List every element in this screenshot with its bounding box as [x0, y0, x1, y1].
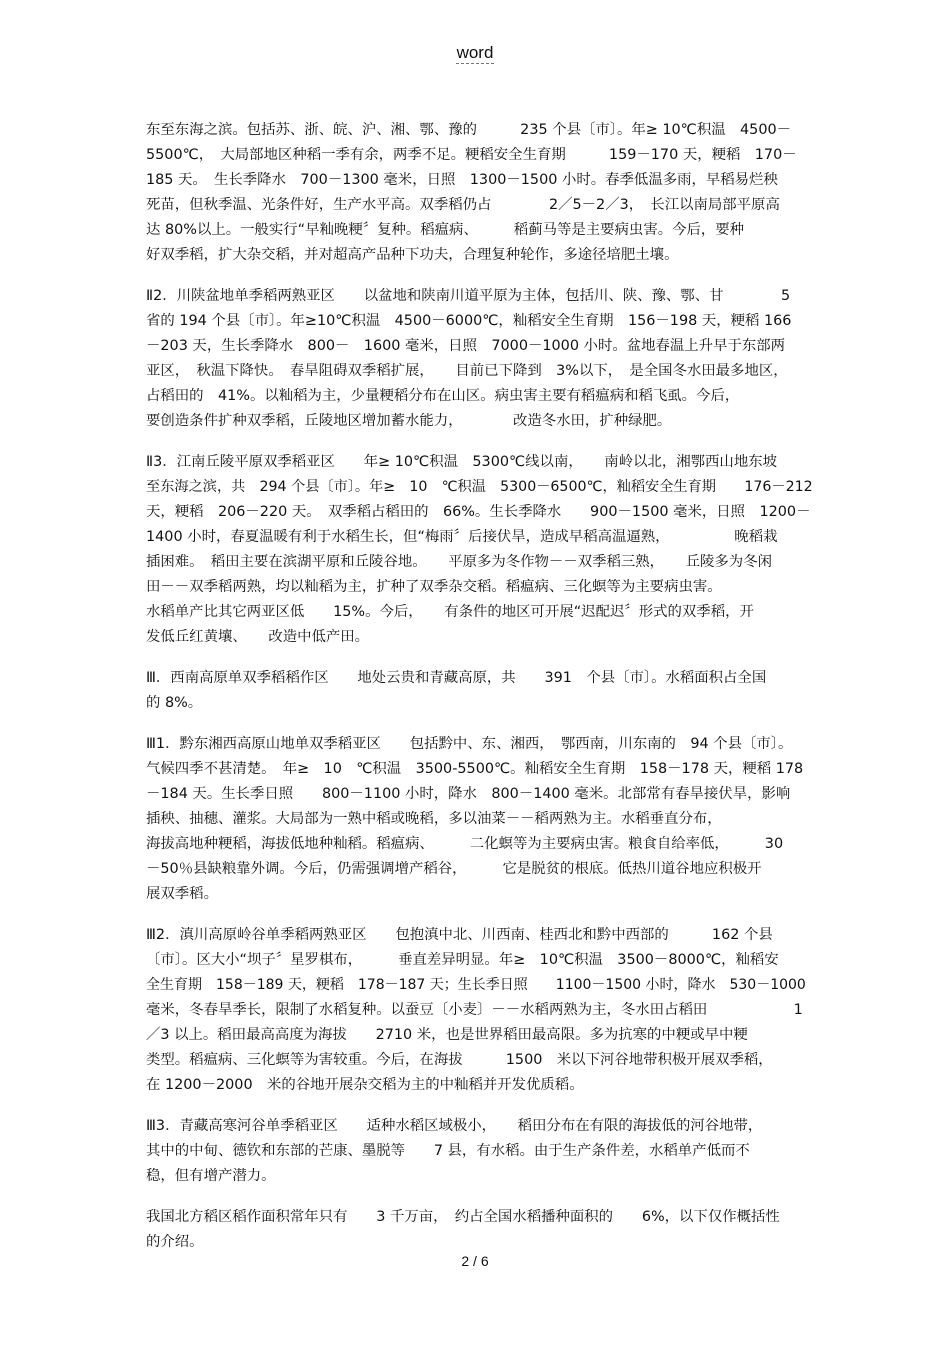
- paragraph: [146, 1205, 814, 1255]
- page-header: [0, 42, 950, 64]
- paragraph: [146, 1114, 814, 1189]
- text-line: 稳，但有增产潜力。: [146, 1168, 276, 1184]
- text-line: 类型。稻瘟病、三化螟等为害较重。今后，在海拔 1500 米以下河谷地带积极开展双季稻，: [146, 1052, 773, 1068]
- text-line: 全生育期 158－189 天，粳稻 178－187 天；生长季日照 1100－1500 小时，降水 530－1000: [146, 977, 806, 993]
- text-line: 的介绍。: [146, 1234, 204, 1250]
- text-line: Ⅲ2．滇川高原岭谷单季稻两熟亚区 包抱滇中北、川西南、桂西北和黔中西部的 162 个县: [146, 927, 773, 943]
- text-line: 死苗，但秋季温、光条件好，生产水平高。双季稻仍占 2／5－2／3， 长江以南局部平原高: [146, 197, 780, 213]
- text-line: 1400 小时，春夏温暖有利于水稻生长，但“梅雨〞后接伏旱，造成早稻高温逼熟， 晚稻栽: [146, 529, 778, 545]
- text-line: 天，粳稻 206－220 天。 双季稻占稻田的 66%。生长季降水 900－1500 毫米，日照 1200－: [146, 504, 811, 520]
- text-line: 水稻单产比其它两亚区低 15%。今后， 有条件的地区可开展“迟配迟〞形式的双季稻，开: [146, 604, 754, 620]
- paragraph: [146, 450, 814, 650]
- text-line: －50％县缺粮靠外调。今后，仍需强调增产稻谷， 它是脱贫的根底。低热川道谷地应积极开: [146, 861, 762, 877]
- document-body: [146, 118, 814, 1271]
- paragraph: [146, 732, 814, 907]
- paragraph: [146, 284, 814, 434]
- text-line: 亚区， 秋温下降快。 春旱阻碍双季稻扩展， 目前已下降到 3%以下， 是全国冬水田最多地区，: [146, 363, 788, 379]
- text-line: 毫米，冬春旱季长，限制了水稻复种。以蚕豆〔小麦〕－－水稻两熟为主，冬水田占稻田 1: [146, 1002, 803, 1018]
- text-line: 达 80%以上。一般实行“早籼晚粳〞复种。稻瘟病、 稻蓟马等是主要病虫害。今后，要种: [146, 222, 745, 238]
- text-line: 好双季稻，扩大杂交稻，并对超高产品种下功夫，合理复种轮作，多途径培肥土壤。: [146, 247, 679, 263]
- text-line: Ⅲ3．青藏高寒河谷单季稻亚区 适种水稻区域极小， 稻田分布在有限的海拔低的河谷地带，: [146, 1118, 763, 1134]
- text-line: 5500℃， 大局部地区种稻一季有余，两季不足。粳稻安全生育期 159－170 天，粳稻 170－: [146, 147, 797, 163]
- header-title: word: [456, 43, 494, 62]
- text-line: －203 天，生长季降水 800－ 1600 毫米，日照 7000－1000 小时。盆地春温上升早于东部两: [146, 338, 786, 354]
- text-line: 东至东海之滨。包括苏、浙、皖、沪、湘、鄂、豫的 235 个县〔市〕。年≥ 10℃积温 4500－: [146, 122, 792, 138]
- text-line: ／3 以上。稻田最高高度为海拔 2710 米，也是世界稻田最高限。多为抗寒的中粳或早中粳: [146, 1027, 748, 1043]
- text-line: 其中的中甸、德钦和东部的芒康、墨脱等 7 县，有水稻。由于生产条件差，水稻单产低而不: [146, 1143, 750, 1159]
- text-line: 省的 194 个县〔市〕。年≥10℃积温 4500－6000℃，籼稻安全生育期 156－198 天，粳稻 166: [146, 313, 792, 329]
- text-line: Ⅱ3．江南丘陵平原双季稻亚区 年≥ 10℃积温 5300℃线以南， 南岭以北，湘鄂西山地东坡: [146, 454, 777, 470]
- text-line: 田－－双季稻两熟，均以籼稻为主，扩种了双季杂交稻。稻瘟病、三化螟等为主要病虫害。: [146, 579, 722, 595]
- text-line: 海拔高地种粳稻，海拔低地种籼稻。稻瘟病、 二化螟等为主要病虫害。粮食自给率低， 30: [146, 836, 784, 852]
- text-line: 我国北方稻区稻作面积常年只有 3 千万亩， 约占全国水稻播种面积的 6%，以下仅作概括性: [146, 1209, 780, 1225]
- paragraph: [146, 118, 814, 268]
- text-line: －184 天。生长季日照 800－1100 小时，降水 800－1400 毫米。北部常有春旱接伏旱，影响: [146, 786, 791, 802]
- text-line: 展双季稻。: [146, 886, 218, 902]
- text-line: 要创造条件扩种双季稻，丘陵地区增加蓄水能力， 改造冬水田，扩种绿肥。: [146, 413, 672, 429]
- text-line: Ⅲ．西南高原单双季稻稻作区 地处云贵和青藏高原，共 391 个县〔市〕。水稻面积占全国: [146, 670, 767, 686]
- text-line: 发低丘红黄壤、 改造中低产田。: [146, 629, 370, 645]
- text-line: 插困难。 稻田主要在滨湖平原和丘陵谷地。 平原多为冬作物－－双季稻三熟， 丘陵多为冬闲: [146, 554, 772, 570]
- text-line: 的 8%。: [146, 695, 203, 711]
- text-line: Ⅲ1．黔东湘西高原山地单双季稻亚区 包括黔中、东、湘西， 鄂西南，川东南的 94 个县〔市〕。: [146, 736, 793, 752]
- text-line: Ⅱ2．川陕盆地单季稻两熟亚区 以盆地和陕南川道平原为主体，包括川、陕、豫、鄂、甘 5: [146, 288, 791, 304]
- text-line: 〔市〕。区大小“坝子〞星罗棋布， 垂直差异明显。年≥ 10℃积温 3500－8000℃，籼稻安: [146, 952, 779, 968]
- text-line: 185 天。 生长季降水 700－1300 毫米，日照 1300－1500 小时。春季低温多雨，早稻易烂秧: [146, 172, 778, 188]
- paragraph: [146, 923, 814, 1098]
- text-line: 气候四季不甚清楚。 年≥ 10 ℃积温 3500-5500℃。籼稻安全生育期 158－178 天，粳稻 178: [146, 761, 804, 777]
- page-number: 2 / 6: [461, 1253, 489, 1269]
- paragraph: [146, 666, 814, 716]
- text-line: 占稻田的 41%。以籼稻为主，少量粳稻分布在山区。病虫害主要有稻瘟病和稻飞虱。今后，: [146, 388, 740, 404]
- text-line: 至东海之滨，共 294 个县〔市〕。年≥ 10 ℃积温 5300－6500℃，籼稻安全生育期 176－212: [146, 479, 813, 495]
- text-line: 在 1200－2000 米的谷地开展杂交稻为主的中籼稻并开发优质稻。: [146, 1077, 584, 1093]
- text-line: 插秧、抽穗、灌浆。大局部为一熟中稻或晚稻，多以油菜－－稻两熟为主。水稻垂直分布，: [146, 811, 722, 827]
